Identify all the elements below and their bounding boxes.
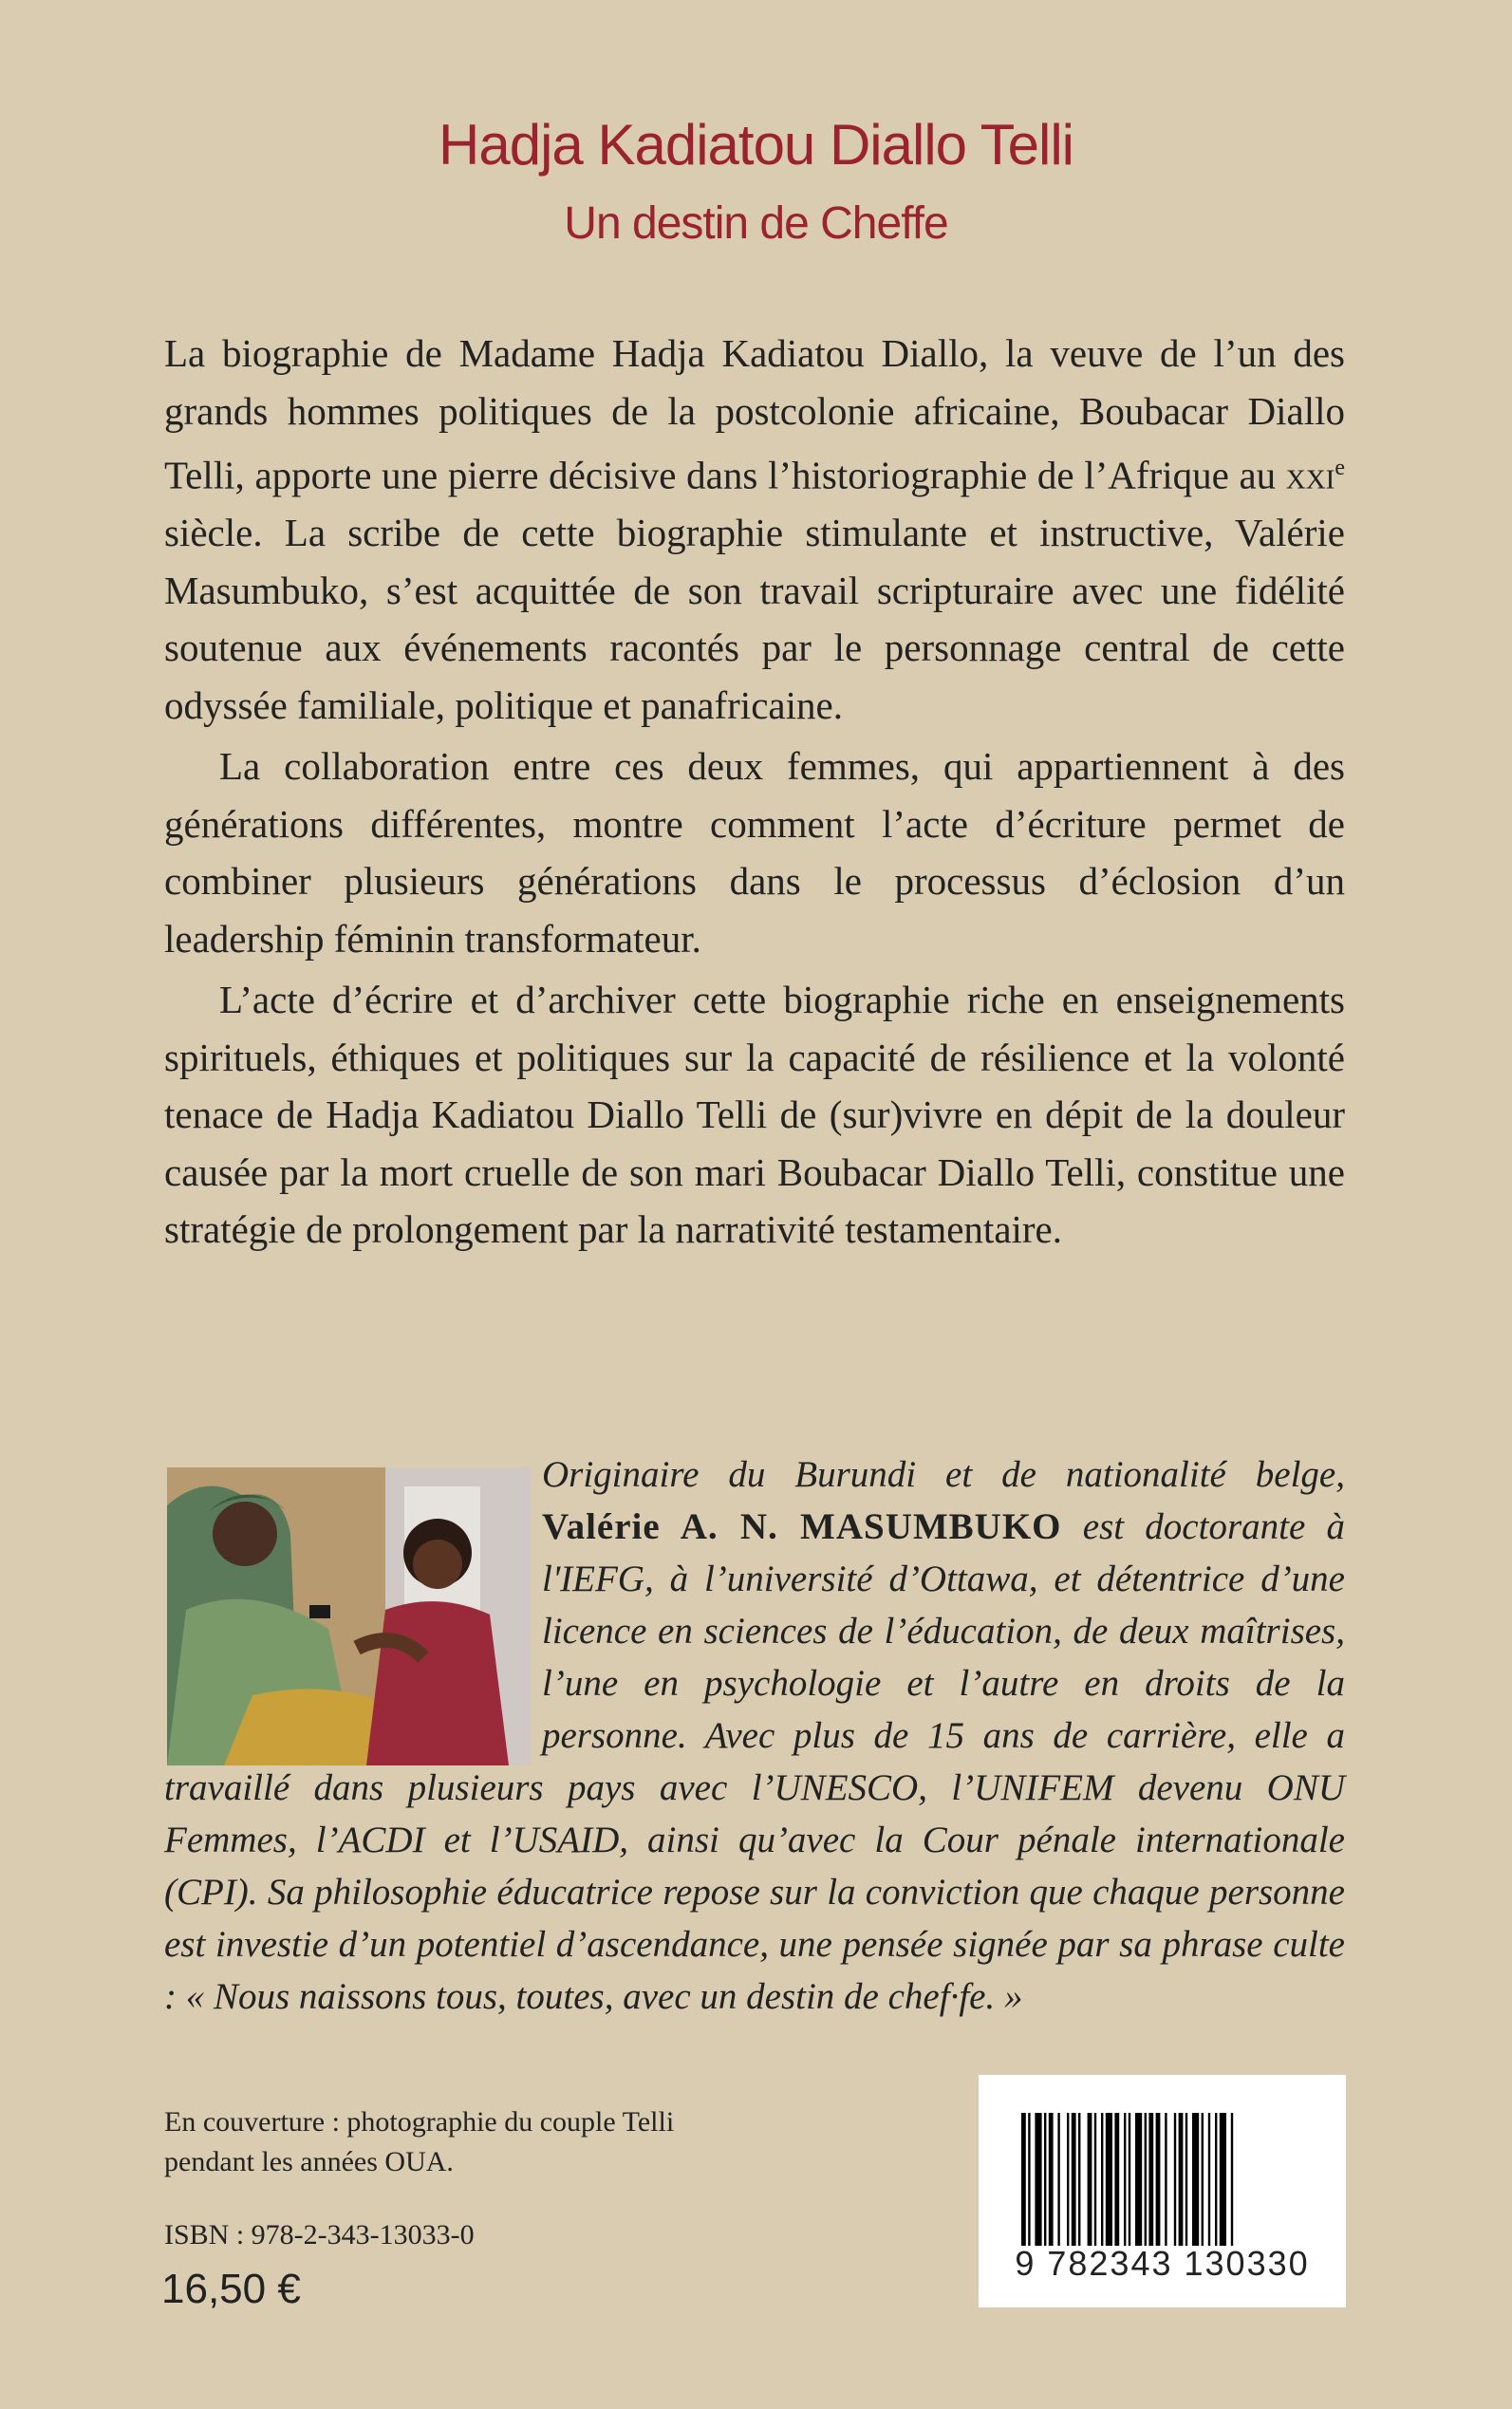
barcode-bar (1088, 2113, 1092, 2246)
back-cover-summary (164, 325, 1345, 1262)
barcode-bar (1028, 2113, 1030, 2246)
book-title: Hadja Kadiatou Diallo Telli (439, 113, 1073, 177)
century-numeral: xxi (1285, 453, 1335, 497)
barcode-bar (1044, 2113, 1046, 2246)
author-name: Valérie A. N. MASUMBUKO (542, 1506, 1062, 1547)
barcode-bar (1072, 2113, 1076, 2246)
book-subtitle: Un destin de Cheffe (564, 198, 948, 249)
summary-paragraph-3: L’acte d’écrire et d’archiver cette biographie riche en enseignements spirituels, éthiques et politiques sur la capacité de résilience et la volonté tenace de Hadja Kadiatou Diallo Telli de (sur)vivre en dépit de la douleur causée par la mort cruelle de son mari Boubacar Diallo Telli, constitue une stratégie de prolongement par la narrativité testamentaire. (164, 978, 1345, 1252)
barcode-bar (1174, 2113, 1176, 2246)
barcode-bar (1067, 2113, 1069, 2246)
barcode-bar (1094, 2113, 1096, 2246)
barcode-bar (1124, 2113, 1126, 2246)
barcode-bars (1021, 2113, 1306, 2246)
author-biography: Originaire du Burundi et de nationalité belge, Valérie A. N. MASUMBUKO est doctorante à l'IEFG, à l’université d’Ottawa, et détentrice d’une licence en sciences de l’éducation, de deux maîtrises, l’une en psychologie et l’autre en droits de la personne. Avec plus de 15 ans de carrière, elle a travaillé dans plusieurs pays avec l’UNESCO, l’UNIFEM devenu ONU Femmes, l’ACDI et l’USAID, ainsi qu’avec la Cour pénale internationale (CPI). Sa philosophie éducatrice repose sur la conviction que chaque personne est investie d’un potentiel d’ascendance, une pensée signée par sa phrase culte : « Nous naissons tous, toutes, avec un destin de chef·fe. » (164, 1454, 1345, 2017)
barcode-bar (1101, 2113, 1103, 2246)
barcode-bar (1156, 2113, 1161, 2246)
barcode-bar (1231, 2113, 1233, 2246)
barcode-bar (1035, 2113, 1041, 2246)
barcode-bar (1106, 2113, 1112, 2246)
barcode-bar (1135, 2113, 1142, 2246)
barcode-bar (1215, 2113, 1217, 2246)
summary-paragraph-2: La collaboration entre ces deux femmes, qui appartiennent à des générations différentes, montre comment l’acte d’écriture permet de combiner plusieurs générations dans le processus d’éclosion d’un leadership féminin transformateur. (164, 744, 1345, 961)
barcode-bar (1192, 2113, 1199, 2246)
barcode-bar (1057, 2113, 1059, 2246)
barcode-bar (1148, 2113, 1153, 2246)
barcode-bar (1049, 2113, 1054, 2246)
barcode-bar (1202, 2113, 1204, 2246)
price: 16,50 € (161, 2266, 301, 2312)
barcode-bar (1145, 2113, 1147, 2246)
cover-photo-credit: En couverture : photographie du couple Telli pendant les années OUA. (164, 2106, 675, 2177)
barcode-bar (1114, 2113, 1119, 2246)
barcode-bar (1165, 2113, 1167, 2246)
summary-paragraph-1: La biographie de Madame Hadja Kadiatou Diallo, la veuve de l’un des grands hommes politiques de la postcolonie africaine, Boubacar Diallo Telli, apporte une pierre décisive dans l’historiographie de l’Afrique au xxi$^e$ siècle. La scribe de cette biographie stimulante et instructive, Valérie Masumbuko, s’est acquittée de son travail scripturaire avec une fidélité soutenue aux événements racontés par le personnage central de cette odyssée familiale, politique et panafricaine. (164, 331, 1345, 727)
barcode-bar (1185, 2113, 1187, 2246)
barcode-bar (1179, 2113, 1184, 2246)
barcode-bar (1208, 2113, 1210, 2246)
barcode-bar (1021, 2113, 1026, 2246)
barcode (979, 2075, 1346, 2307)
barcode-number: 9 782343 130330 (1015, 2244, 1310, 2283)
isbn: ISBN : 978-2-343-13033-0 (164, 2219, 475, 2250)
barcode-bar (1220, 2113, 1226, 2246)
barcode-bar (1129, 2113, 1130, 2246)
barcode-bar (1078, 2113, 1080, 2246)
